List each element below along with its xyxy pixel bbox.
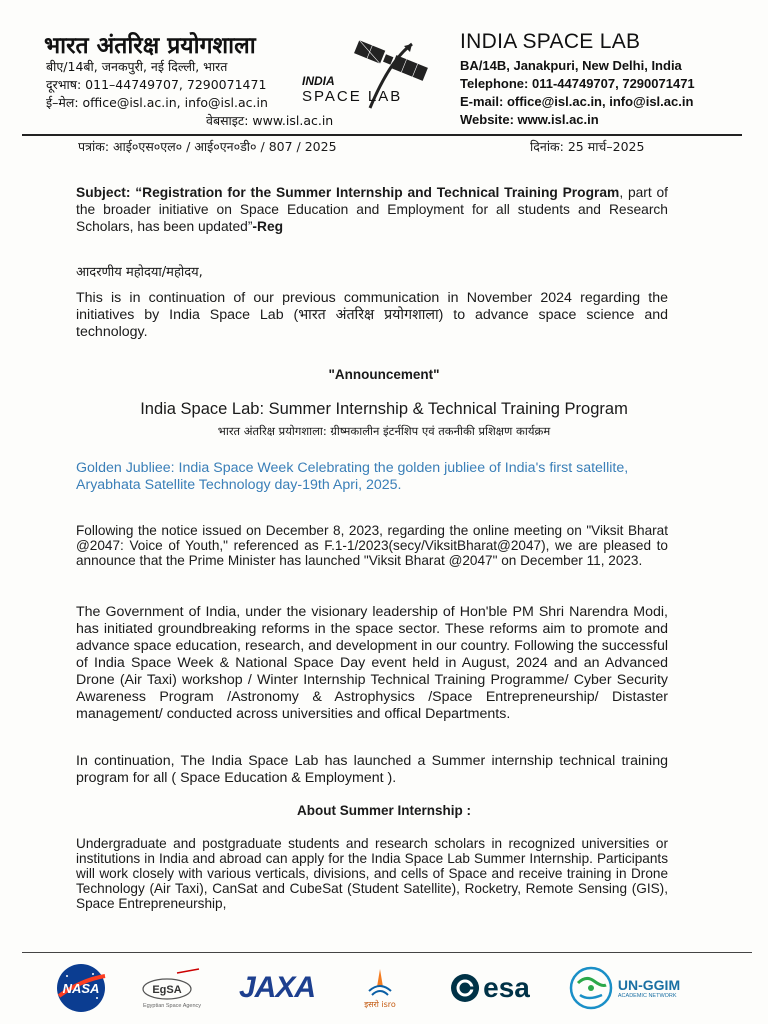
logo-line-india: INDIA: [302, 74, 335, 88]
reference-number: पत्रांक: आई०एस०एल० / आई०एन०डी० / 807 / 2025: [78, 139, 337, 154]
subject-line: [76, 184, 668, 235]
nasa-meatball-icon: [53, 962, 109, 1014]
jaxa-text: JAXA: [238, 971, 316, 1004]
egsa-text: EgSA: [152, 984, 182, 996]
isro-logo: [352, 958, 408, 1018]
letter-date: दिनांक: 25 मार्च–2025: [530, 139, 645, 154]
esa-logo: [440, 958, 540, 1018]
continuation-paragraph: In continuation, The India Space Lab has launched a Summer internship technical training program for all ( Space Education & Employment ).: [76, 753, 668, 786]
subject-bold: Subject: “Registration for the Summer Internship and Technical Training Program: [76, 185, 620, 200]
egsa-orbit-icon: [137, 967, 207, 1003]
hindi-address: बीए/14बी, जनकपुरी, नई दिल्ली, भारत: [46, 59, 228, 74]
globe-icon: [568, 965, 614, 1011]
egsa-subtitle: Egyptian Space Agency: [142, 1003, 202, 1009]
un-ggim-subtitle: ACADEMIC NETWORK: [617, 993, 677, 999]
logo-line-space-lab: SPACE LAB: [302, 88, 403, 105]
english-phone: Telephone: 011-44749707, 7290071471: [460, 76, 695, 91]
subject-rest: , part of the broader initiative on Space Education and Employment for all students and Research Scholars, has been updated”: [76, 185, 668, 234]
un-ggim-text: UN-GGIM: [617, 977, 681, 993]
esa-text: esa: [483, 972, 530, 1003]
notice-paragraph: Following the notice issued on December 8, 2023, regarding the online meeting on "Viksit Bharat @2047: Voice of Youth," referenced as F.1-1/2023(secy/ViksitBharat@2047), we are pleased to announce that the Prime Minister has launched "Viksit Bharat @2047" on December 11, 2023.: [76, 523, 668, 568]
government-paragraph: The Government of India, under the visionary leadership of Hon'ble PM Shri Narendra Modi, has initiated groundbreaking reforms in the space sector. These reforms aim to promote and advance space education, research, and development in our country. Following the successful of India Space Week & National Space Day event held in August, 2024 and an Advanced Drone (Air Taxi) workshop / Winter Internship Technical Training Programme/ Cyber Security Awareness Program /Astronomy & Astrophysics /Space Entrepreneurship/ Distaster management/ conducted across universities and offical Departments.: [76, 604, 668, 722]
isro-rocket-icon: [365, 967, 395, 999]
english-address: BA/14B, Janakpuri, New Delhi, India: [460, 58, 682, 73]
announcement-heading: "Announcement": [328, 367, 440, 382]
english-org-title: INDIA SPACE LAB: [460, 30, 641, 53]
hindi-phone: दूरभाष: 011–44749707, 7290071471: [46, 77, 267, 92]
intro-paragraph: This is in continuation of our previous communication in November 2024 regarding the initiatives by India Space Lab (भारत अंतरिक्ष प्रयोगशाला) to advance space science and technology.: [76, 290, 668, 340]
subject-suffix: -Reg: [252, 219, 284, 234]
esa-emblem-icon: [450, 973, 480, 1003]
hindi-org-title: भारत अंतरिक्ष प्रयोगशाला: [44, 32, 256, 59]
hindi-website: वेबसाइट: www.isl.ac.in: [206, 113, 334, 128]
isro-text: इसरो isro: [364, 999, 396, 1009]
egsa-logo: [132, 958, 212, 1018]
header-divider: [22, 134, 742, 136]
nasa-logo: [52, 958, 110, 1018]
about-internship-paragraph: Undergraduate and postgraduate students and research scholars in recognized universities or institutions in India and abroad can apply for the India Space Lab Summer Internship. Participants will work closely with various verticals, divisions, and cells of Space and receive training in Drone Technology (Air Taxi), CanSat and CubeSat (Student Satellite), Rocketry, Remote Sensing (GIS), Space Entrepreneurship,: [76, 836, 668, 911]
nasa-text: NASA: [62, 981, 100, 996]
golden-jubilee-notice: Golden Jubliee: India Space Week Celebrating the golden jubliee of India's first satellite, Aryabhata Satellite Technology day-19th Apri, 2025.: [76, 460, 629, 493]
program-title-hindi: भारत अंतरिक्ष प्रयोगशाला: ग्रीष्मकालीन इंटर्नशिप एवं तकनीकी प्रशिक्षण कार्यक्रम: [217, 424, 551, 438]
about-internship-heading: About Summer Internship :: [296, 803, 471, 818]
program-title: India Space Lab: Summer Internship & Technical Training Program: [140, 400, 628, 418]
english-email: E-mail: office@isl.ac.in, info@isl.ac.in: [460, 94, 694, 109]
english-website: Website: www.isl.ac.in: [460, 112, 599, 127]
un-ggim-logo: [556, 958, 692, 1018]
salutation: आदरणीय महोदया/महोदय,: [76, 265, 203, 280]
india-space-lab-logo: [300, 30, 450, 120]
jaxa-logo: [232, 958, 322, 1018]
footer-divider: [22, 952, 752, 953]
hindi-email: ई–मेल: office@isl.ac.in, info@isl.ac.in: [46, 95, 268, 110]
